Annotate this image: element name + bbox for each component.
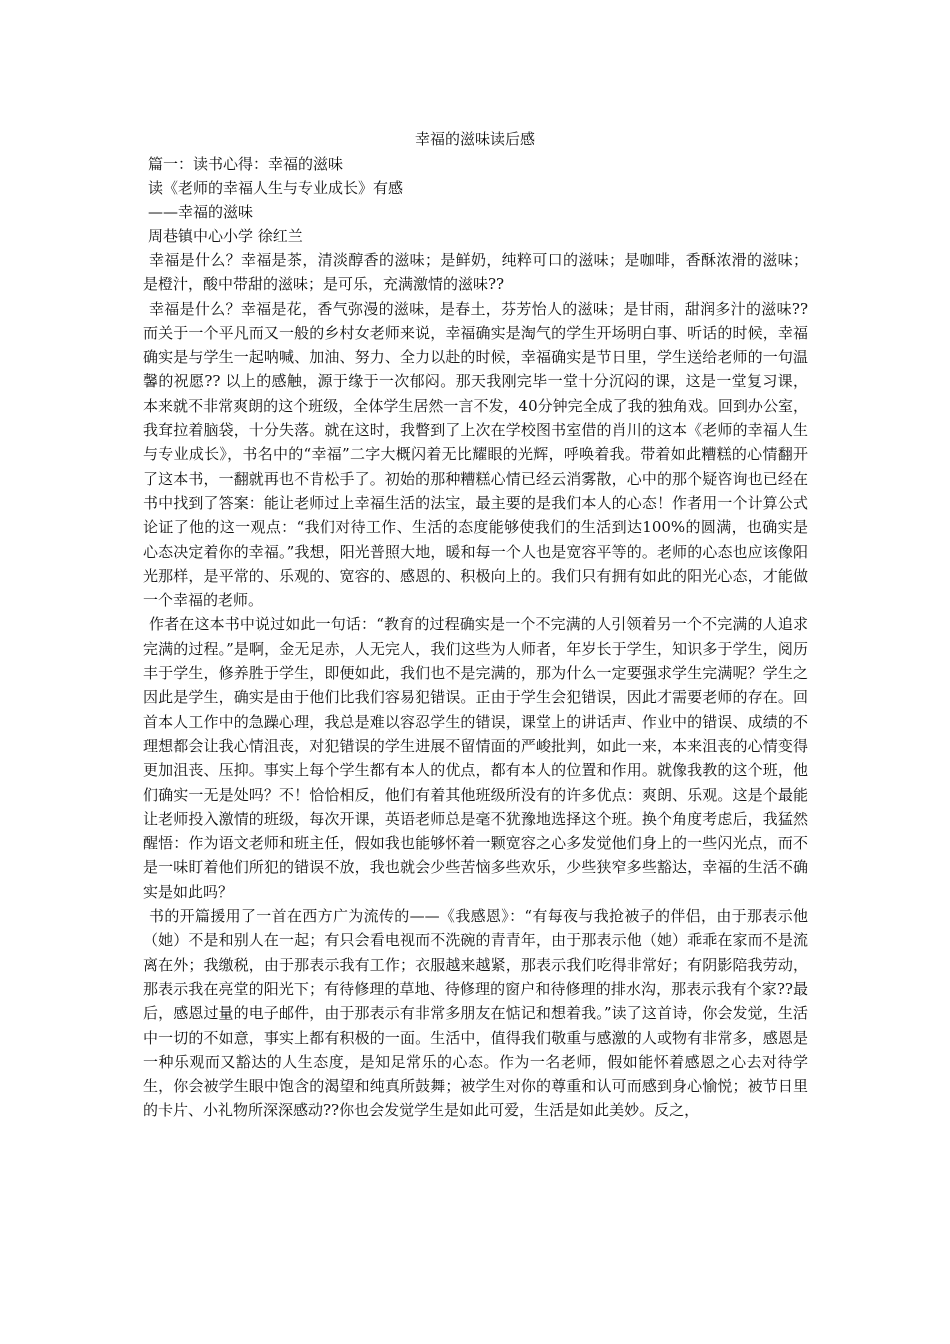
paragraph: 书的开篇援用了一首在西方广为流传的——《我感恩》：“有每夜与我抢被子的伴侣，由于那表示他（她）不是和别人在一起；有只会看电视而不洗碗的青青年，由于那表示他（她）乖乖在家而不是流离在外；我缴税，由于那表示我有工作；衣服越来越紧，那表示我们吃得非常好；有阴影陪我劳动，那表示我在亮堂的阳光下；有待修理的草地、待修理的窗户和待修理的排水沟，那表示我有个家??最后，感恩过量的电子邮件，由于那表示有非常多朋友在惦记和想着我。”读了这首诗，你会发觉，生活中一切的不如意，事实上都有积极的一面。生活中，值得我们敬重与感激的人或物有非常多，感恩是一种乐观而又豁达的人生态度，是知足常乐的心态。作为一名老师，假如能怀着感恩之心去对待学生，你会被学生眼中饱含的渴望和纯真所鼓舞；被学生对你的尊重和认可而感到身心愉悦；被节日里的卡片、小礼物所深深感动??你也会发觉学生是如此可爱，生活是如此美妙。反之，	[143, 907, 808, 1120]
article-body	[143, 248, 808, 1123]
author-line: 周巷镇中心小学 徐红兰	[148, 227, 303, 245]
paragraph: 作者在这本书中说过如此一句话：“教育的过程确实是一个不完满的人引领着另一个不完满的人追求完满的过程。”是啊，金无足赤，人无完人，我们这些为人师者，年岁长于学生，知识多于学生，阅历丰于学生，修养胜于学生，即便如此，我们也不是完满的，那为什么一定要强求学生完满呢？学生之因此是学生，确实是由于他们比我们容易犯错误。正由于学生会犯错误，因此才需要老师的存在。回首本人工作中的急躁心理，我总是难以容忍学生的错误，课堂上的讲话声、作业中的错误、成绩的不理想都会让我心情沮丧，对犯错误的学生进展不留情面的严峻批判，如此一来，本来沮丧的心情变得更加沮丧、压抑。事实上每个学生都有本人的优点，都有本人的位置和作用。就像我教的这个班，他们确实一无是处吗？不！恰恰相反，他们有着其他班级所没有的许多优点：爽朗、乐观。这是个最能让老师投入激情的班级，每次开课，英语老师总是毫不犹豫地选择这个班。换个角度考虑后，我猛然醒悟：作为语文老师和班主任，假如我也能够怀着一颗宽容之心多发觉他们身上的一些闪光点，而不是一味盯着他们所犯的错误不放，我也就会少些苦恼多些欢乐，少些狭窄多些豁达，幸福的生活不确实是如此吗？	[143, 615, 808, 901]
article-header	[148, 152, 808, 248]
document-title: 幸福的滋味读后感	[414, 130, 535, 148]
article-subtitle: 读《老师的幸福人生与专业成长》有感	[148, 179, 404, 197]
paragraph: 幸福是什么？幸福是花，香气弥漫的滋味，是春土，芬芳怡人的滋味；是甘雨，甜润多汁的滋味??而关于一个平凡而又一般的乡村女老师来说，幸福确实是淘气的学生开场明白事、听话的时候，幸福确实是与学生一起呐喊、加油、努力、全力以赴的时候，幸福确实是节日里，学生送给老师的一句温馨的祝愿?? 以上的感触，源于缘于一次郁闷。那天我刚完毕一堂十分沉闷的课，这是一堂复习课，本来就不非常爽朗的这个班级，全体学生居然一言不发，40分钟完全成了我的独角戏。回到办公室，我耷拉着脑袋，十分失落。就在这时，我瞥到了上次在学校图书室借的肖川的这本《老师的幸福人生与专业成长》，书名中的“幸福”二字大概闪着无比耀眼的光辉，呼唤着我。带着如此糟糕的心情翻开了这本书，一翻就再也不肯松手了。初始的那种糟糕心情已经云消雾散，心中的那个疑咨询也已经在书中找到了答案：能让老师过上幸福生活的法宝，最主要的是我们本人的心态！作者用一个计算公式论证了他的这一观点：“我们对待工作、生活的态度能够使我们的生活到达100%的圆满，也确实是心态决定着你的幸福。”我想，阳光普照大地，暖和每一个人也是宽容平等的。老师的心态也应该像阳光那样，是平常的、乐观的、宽容的、感恩的、积极向上的。我们只有拥有如此的阳光心态，才能做一个幸福的老师。	[143, 299, 808, 610]
paragraph: 幸福是什么？幸福是茶，清淡醇香的滋味；是鲜奶，纯粹可口的滋味；是咖啡，香酥浓滑的滋味；是橙汁，酸中带甜的滋味；是可乐，充满激情的滋味??	[143, 251, 808, 294]
section-heading: 篇一：读书心得：幸福的滋味	[148, 155, 344, 173]
article-theme: ——幸福的滋味	[148, 203, 254, 221]
